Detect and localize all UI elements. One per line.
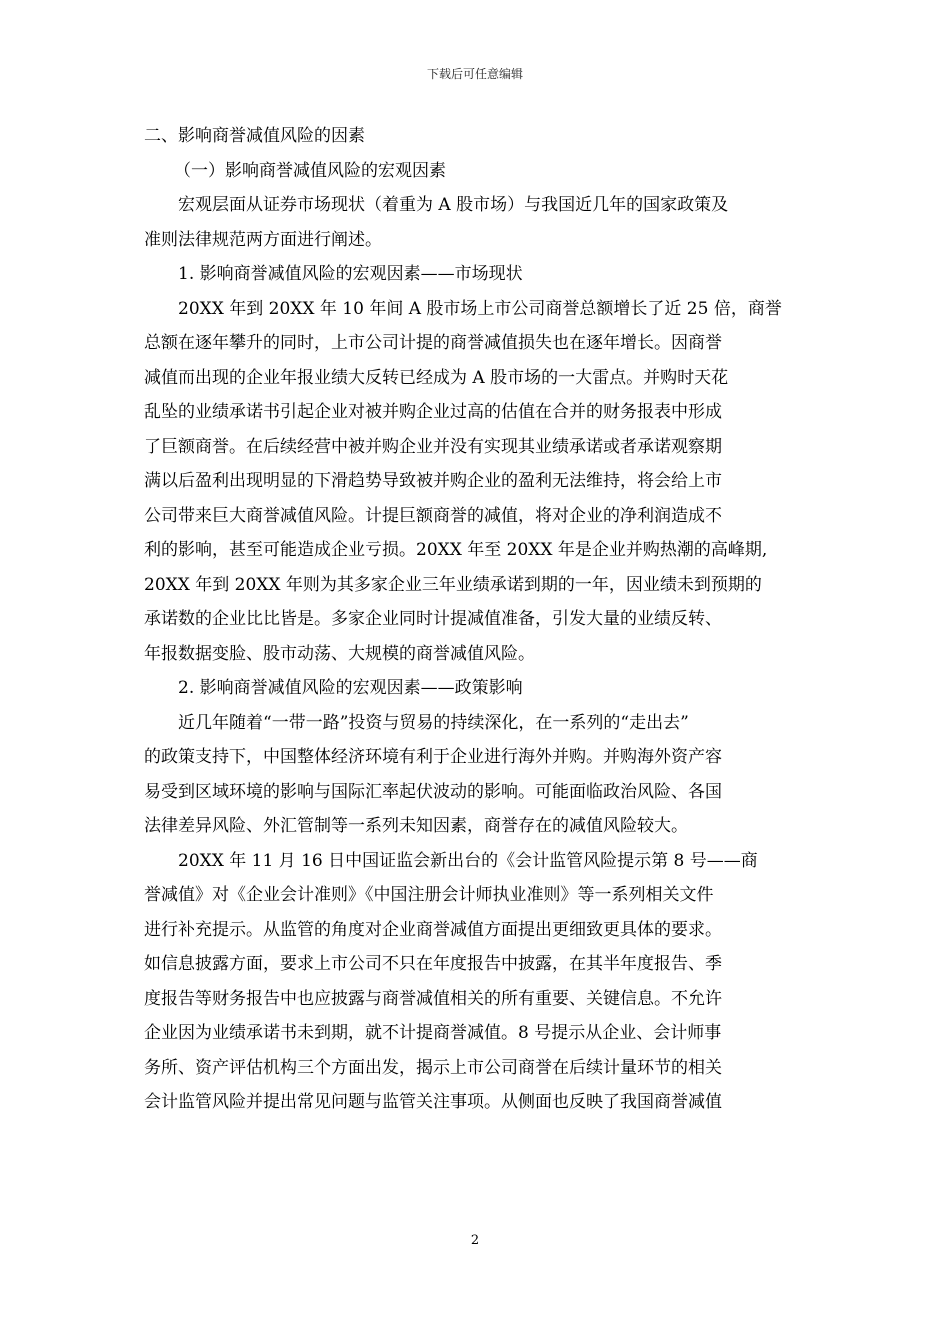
subheading-policy-impact: 2. 影响商誉减值风险的宏观因素——政策影响 (178, 678, 523, 698)
paragraph-line: 准则法律规范两方面进行阐述。 (144, 229, 382, 250)
page-header: 下载后可任意编辑 (426, 67, 523, 81)
paragraph-line: 进行补充提示。从监管的角度对企业商誉减值方面提出更细致更具体的要求。 (144, 919, 722, 940)
paragraph-line: 公司带来巨大商誉减值风险。计提巨额商誉的减值，将对企业的净利润造成不 (144, 505, 722, 526)
subheading-market-status: 1. 影响商誉减值风险的宏观因素——市场现状 (178, 264, 523, 284)
paragraph-line: 近几年随着“一带一路”投资与贸易的持续深化，在一系列的“走出去” (178, 712, 689, 733)
section-heading: 二、影响商誉减值风险的因素 (144, 126, 365, 146)
paragraph-line: 满以后盈利出现明显的下滑趋势导致被并购企业的盈利无法维持，将会给上市 (144, 471, 722, 491)
document-body (144, 119, 808, 1120)
paragraph-line: 度报告等财务报告中也应披露与商誉减值相关的所有重要、关键信息。不允许 (144, 988, 722, 1009)
paragraph-line: 了巨额商誉。在后续经营中被并购企业并没有实现其业绩承诺或者承诺观察期 (144, 436, 722, 457)
paragraph-line: 20XX 年 11 月 16 日中国证监会新出台的《会计监管风险提示第 8 号——商 (178, 850, 758, 871)
paragraph-line: 的政策支持下，中国整体经济环境有利于企业进行海外并购。并购海外资产容 (144, 747, 722, 767)
paragraph-line: 会计监管风险并提出常见问题与监管关注事项。从侧面也反映了我国商誉减值 (144, 1092, 722, 1112)
paragraph-line: 如信息披露方面，要求上市公司不只在年度报告中披露，在其半年度报告、季 (144, 954, 722, 974)
paragraph-line: 年报数据变脸、股市动荡、大规模的商誉减值风险。 (144, 643, 535, 664)
paragraph-line: 20XX 年到 20XX 年则为其多家企业三年业绩承诺到期的一年，因业绩未到预期的 (144, 574, 762, 595)
paragraph-line: 易受到区域环境的影响与国际汇率起伏波动的影响。可能面临政治风险、各国 (144, 781, 722, 802)
paragraph-line: 减值而出现的企业年报业绩大反转已经成为 A 股市场的一大雷点。并购时天花 (144, 367, 729, 388)
page-number: 2 (470, 1233, 480, 1248)
paragraph-line: 法律差异风险、外汇管制等一系列未知因素，商誉存在的减值风险较大。 (144, 816, 688, 836)
paragraph-line: 利的影响，甚至可能造成企业亏损。20XX 年至 20XX 年是企业并购热潮的高峰期, (144, 540, 768, 560)
paragraph-line: 总额在逐年攀升的同时，上市公司计提的商誉减值损失也在逐年增长。因商誉 (144, 333, 722, 353)
subsection-heading: （一）影响商誉减值风险的宏观因素 (174, 160, 446, 181)
paragraph-line: 务所、资产评估机构三个方面出发，揭示上市公司商誉在后续计量环节的相关 (144, 1057, 722, 1078)
paragraph-line: 誉减值》对《企业会计准则》《中国注册会计师执业准则》等一系列相关文件 (144, 885, 714, 905)
paragraph-line: 企业因为业绩承诺书未到期，就不计提商誉减值。8 号提示从企业、会计师事 (144, 1023, 722, 1043)
paragraph-line: 承诺数的企业比比皆是。多家企业同时计提减值准备，引发大量的业绩反转、 (144, 609, 722, 629)
paragraph-line: 20XX 年到 20XX 年 10 年间 A 股市场上市公司商誉总额增长了近 25 倍，商誉 (178, 298, 782, 319)
paragraph-line: 乱坠的业绩承诺书引起企业对被并购企业过高的估值在合并的财务报表中形成 (144, 402, 722, 422)
paragraph-line: 宏观层面从证券市场现状（着重为 A 股市场）与我国近几年的国家政策及 (178, 195, 729, 215)
